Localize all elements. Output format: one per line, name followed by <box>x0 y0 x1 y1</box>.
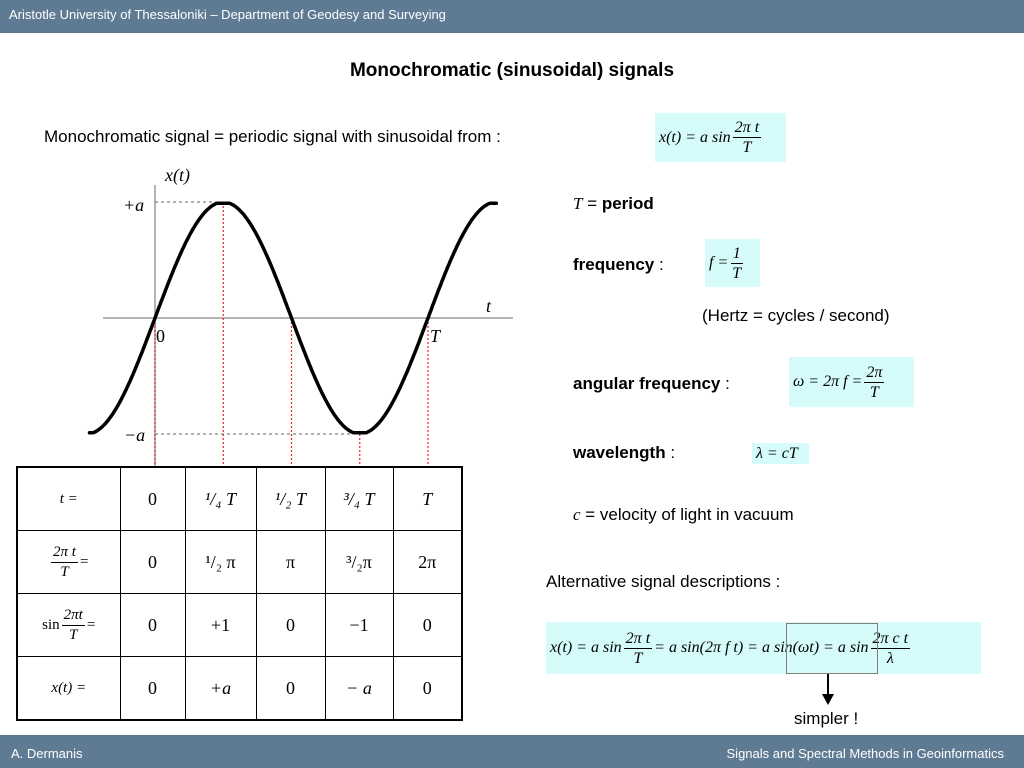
course-text: Signals and Spectral Methods in Geoinformatics <box>726 746 1004 761</box>
row-label-pre: sin <box>42 616 60 633</box>
row-label-suffix: = <box>79 553 89 570</box>
row-label-num: 2πt <box>62 606 85 626</box>
table-row <box>17 657 462 721</box>
period-mark-label: T <box>430 326 441 346</box>
table-cell: ¹/₂ T <box>256 467 325 531</box>
velocity-line <box>573 505 794 525</box>
alt-frac1-num: 2π t <box>625 629 651 647</box>
angular-label: angular frequency <box>573 374 721 393</box>
frequency-formula-num: 1 <box>732 244 741 262</box>
table-cell: −1 <box>325 594 393 657</box>
period-label: period <box>601 194 654 213</box>
table-cell: 0 <box>393 594 462 657</box>
angular-line <box>573 374 730 394</box>
main-formula-num: 2π t <box>734 119 760 136</box>
row-label <box>17 594 120 657</box>
alternative-heading: Alternative signal descriptions : <box>546 572 781 591</box>
alt-frac2-den: λ <box>886 649 894 667</box>
table-cell: ¹/₄ T <box>185 467 256 531</box>
velocity-text: = velocity of light in vacuum <box>580 505 794 524</box>
alt-frac2-num: 2π c t <box>872 629 909 647</box>
row-label: t = <box>17 467 120 531</box>
row-label: x(t) = <box>17 657 120 721</box>
angular-formula-lhs: ω = 2π f = <box>793 373 863 390</box>
angular-formula-num: 2π <box>866 363 883 381</box>
main-formula-den: T <box>742 139 752 156</box>
table-cell: 0 <box>120 531 185 594</box>
highlight-box <box>786 623 878 674</box>
frequency-formula-den: T <box>732 264 742 282</box>
wavelength-line <box>573 443 675 463</box>
table-cell: 2π <box>393 531 462 594</box>
slide-title: Monochromatic (sinusoidal) signals <box>349 60 675 81</box>
table-cell: ³/₄ T <box>325 467 393 531</box>
hertz-note: (Hertz = cycles / second) <box>702 306 890 325</box>
simpler-note: simpler ! <box>794 709 859 728</box>
row-label <box>17 531 120 594</box>
velocity-symbol: c <box>573 505 581 524</box>
table-cell: − a <box>325 657 393 721</box>
angular-colon: : <box>720 374 730 393</box>
frequency-formula-lhs: f = <box>709 254 729 271</box>
intro-text: Monochromatic signal = periodic signal with sinusoidal from : <box>44 127 501 146</box>
table-cell: 0 <box>256 657 325 721</box>
angular-formula <box>789 357 914 407</box>
period-eq: = <box>582 194 602 213</box>
minus-a-label: −a <box>124 425 146 445</box>
table-cell: ³/₂π <box>325 531 393 594</box>
frequency-line <box>573 255 664 275</box>
table-row <box>17 594 462 657</box>
table-cell: π <box>256 531 325 594</box>
frequency-label: frequency <box>573 255 655 274</box>
row-label-den: T <box>69 626 78 643</box>
institution-text: Aristotle University of Thessaloniki – Department of Geodesy and Surveying <box>9 7 446 22</box>
alt-frac1-den: T <box>633 649 643 667</box>
row-label-den: T <box>60 563 69 580</box>
table-cell: 0 <box>120 657 185 721</box>
frequency-formula <box>705 239 760 287</box>
down-arrow-icon <box>815 674 841 708</box>
values-table <box>16 466 463 721</box>
table-cell: +1 <box>185 594 256 657</box>
wavelength-formula <box>752 443 809 464</box>
table-cell: ¹/₂ π <box>185 531 256 594</box>
frequency-colon: : <box>654 255 664 274</box>
plus-a-label: +a <box>123 195 145 215</box>
table-cell: 0 <box>120 594 185 657</box>
alternative-formula <box>546 622 981 674</box>
table-cell: 0 <box>120 467 185 531</box>
alt-part2: = a sin(2π f t) = a sin(ωt) = a sin <box>654 639 869 656</box>
table-cell: 0 <box>256 594 325 657</box>
main-formula-lhs: x(t) = a sin <box>659 128 731 146</box>
table-cell: 0 <box>393 657 462 721</box>
alt-part1: x(t) = a sin <box>550 639 622 656</box>
period-line <box>573 194 654 214</box>
period-symbol: T <box>573 194 583 213</box>
table-row <box>17 467 462 531</box>
table-row <box>17 531 462 594</box>
table-cell: +a <box>185 657 256 721</box>
y-axis-label: x(t) <box>165 165 190 185</box>
table-cell: T <box>393 467 462 531</box>
wavelength-formula-text: λ = cT <box>756 444 798 462</box>
author-text: A. Dermanis <box>11 746 83 761</box>
row-label-num: 2π t <box>51 543 78 563</box>
x-axis-label: t <box>486 296 492 316</box>
angular-formula-den: T <box>869 383 879 401</box>
wavelength-colon: : <box>665 443 676 462</box>
row-label-suffix: = <box>86 616 96 633</box>
wavelength-label: wavelength <box>573 443 666 462</box>
origin-label: 0 <box>156 326 165 346</box>
